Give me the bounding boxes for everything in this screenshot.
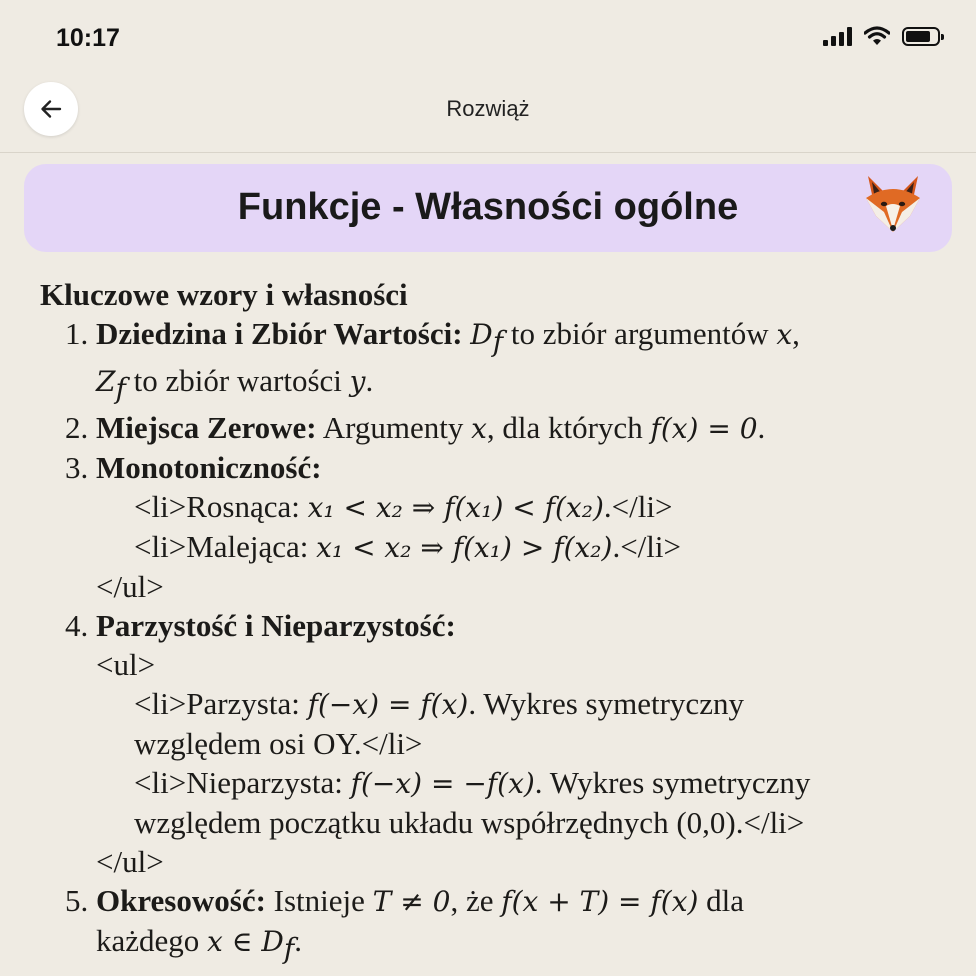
parity-even-row: <li>Parzysta: f(−x) = f(x). Wykres symetryczny względem osi OY.</li>	[134, 686, 744, 762]
properties-list	[40, 314, 940, 969]
item-label: Okresowość:	[96, 883, 266, 919]
wifi-icon	[864, 26, 890, 46]
battery-icon	[902, 27, 940, 46]
monotonic-decreasing-row: <li>Malejąca: x₁ < x₂ ⇒ f(x₁) > f(x₂).</li>	[134, 529, 681, 565]
topic-header-card	[24, 164, 952, 252]
list-item-monotonicity: 3. Monotoniczność: <li>Rosnąca: x₁ < x₂ ⇒ f(x₁) < f(x₂).</li> <li>Malejąca: x₁ < x₂ ⇒ f(x₁) > f(x₂).</li> </ul>	[96, 448, 940, 606]
status-time: 10:17	[56, 24, 120, 52]
list-item-domain-range: 1. Dziedzina i Zbiór Wartości: $D_f$ to zbiór argumentów x, $Z_f$ to zbiór wartości y.	[96, 314, 940, 408]
key-formulas-section	[40, 275, 940, 969]
list-item-zeros: 2. Miejsca Zerowe: Argumenty x, dla których f(x) = 0.	[96, 408, 940, 448]
monotonic-increasing-row: <li>Rosnąca: x₁ < x₂ ⇒ f(x₁) < f(x₂).</li>	[134, 489, 673, 525]
fox-icon	[860, 172, 926, 238]
list-item-parity: 4. Parzystość i Nieparzystość: <ul> <li>Parzysta: f(−x) = f(x). Wykres symetryczny względem osi OY.</li> <li>Nieparzysta: f(−x) = −f(x). Wykres symetryczny względem początku układu współrzędnych (0,0).</li> </ul>	[96, 606, 940, 881]
list-item-periodicity: 5. Okresowość: Istnieje T ≠ 0, że f(x + T) = f(x) dla każdego x ∈ $D_f$.	[96, 881, 940, 968]
cellular-signal-icon	[823, 26, 852, 46]
item-label: Monotoniczność:	[96, 450, 322, 486]
item-label: Parzystość i Nieparzystość:	[96, 608, 456, 644]
status-icons	[823, 26, 940, 46]
item-label: Dziedzina i Zbiór Wartości:	[96, 316, 463, 351]
nav-title: Rozwiąż	[446, 96, 530, 121]
topic-title: Funkcje - Własności ogólne	[237, 186, 739, 228]
navigation-bar	[0, 78, 976, 153]
section-title: Kluczowe wzory i własności	[40, 277, 408, 312]
status-bar	[0, 0, 976, 78]
item-label: Miejsca Zerowe:	[96, 410, 317, 446]
parity-odd-row: <li>Nieparzysta: f(−x) = −f(x). Wykres symetryczny względem początku układu współrzędnych (0,0).</li>	[134, 765, 811, 841]
